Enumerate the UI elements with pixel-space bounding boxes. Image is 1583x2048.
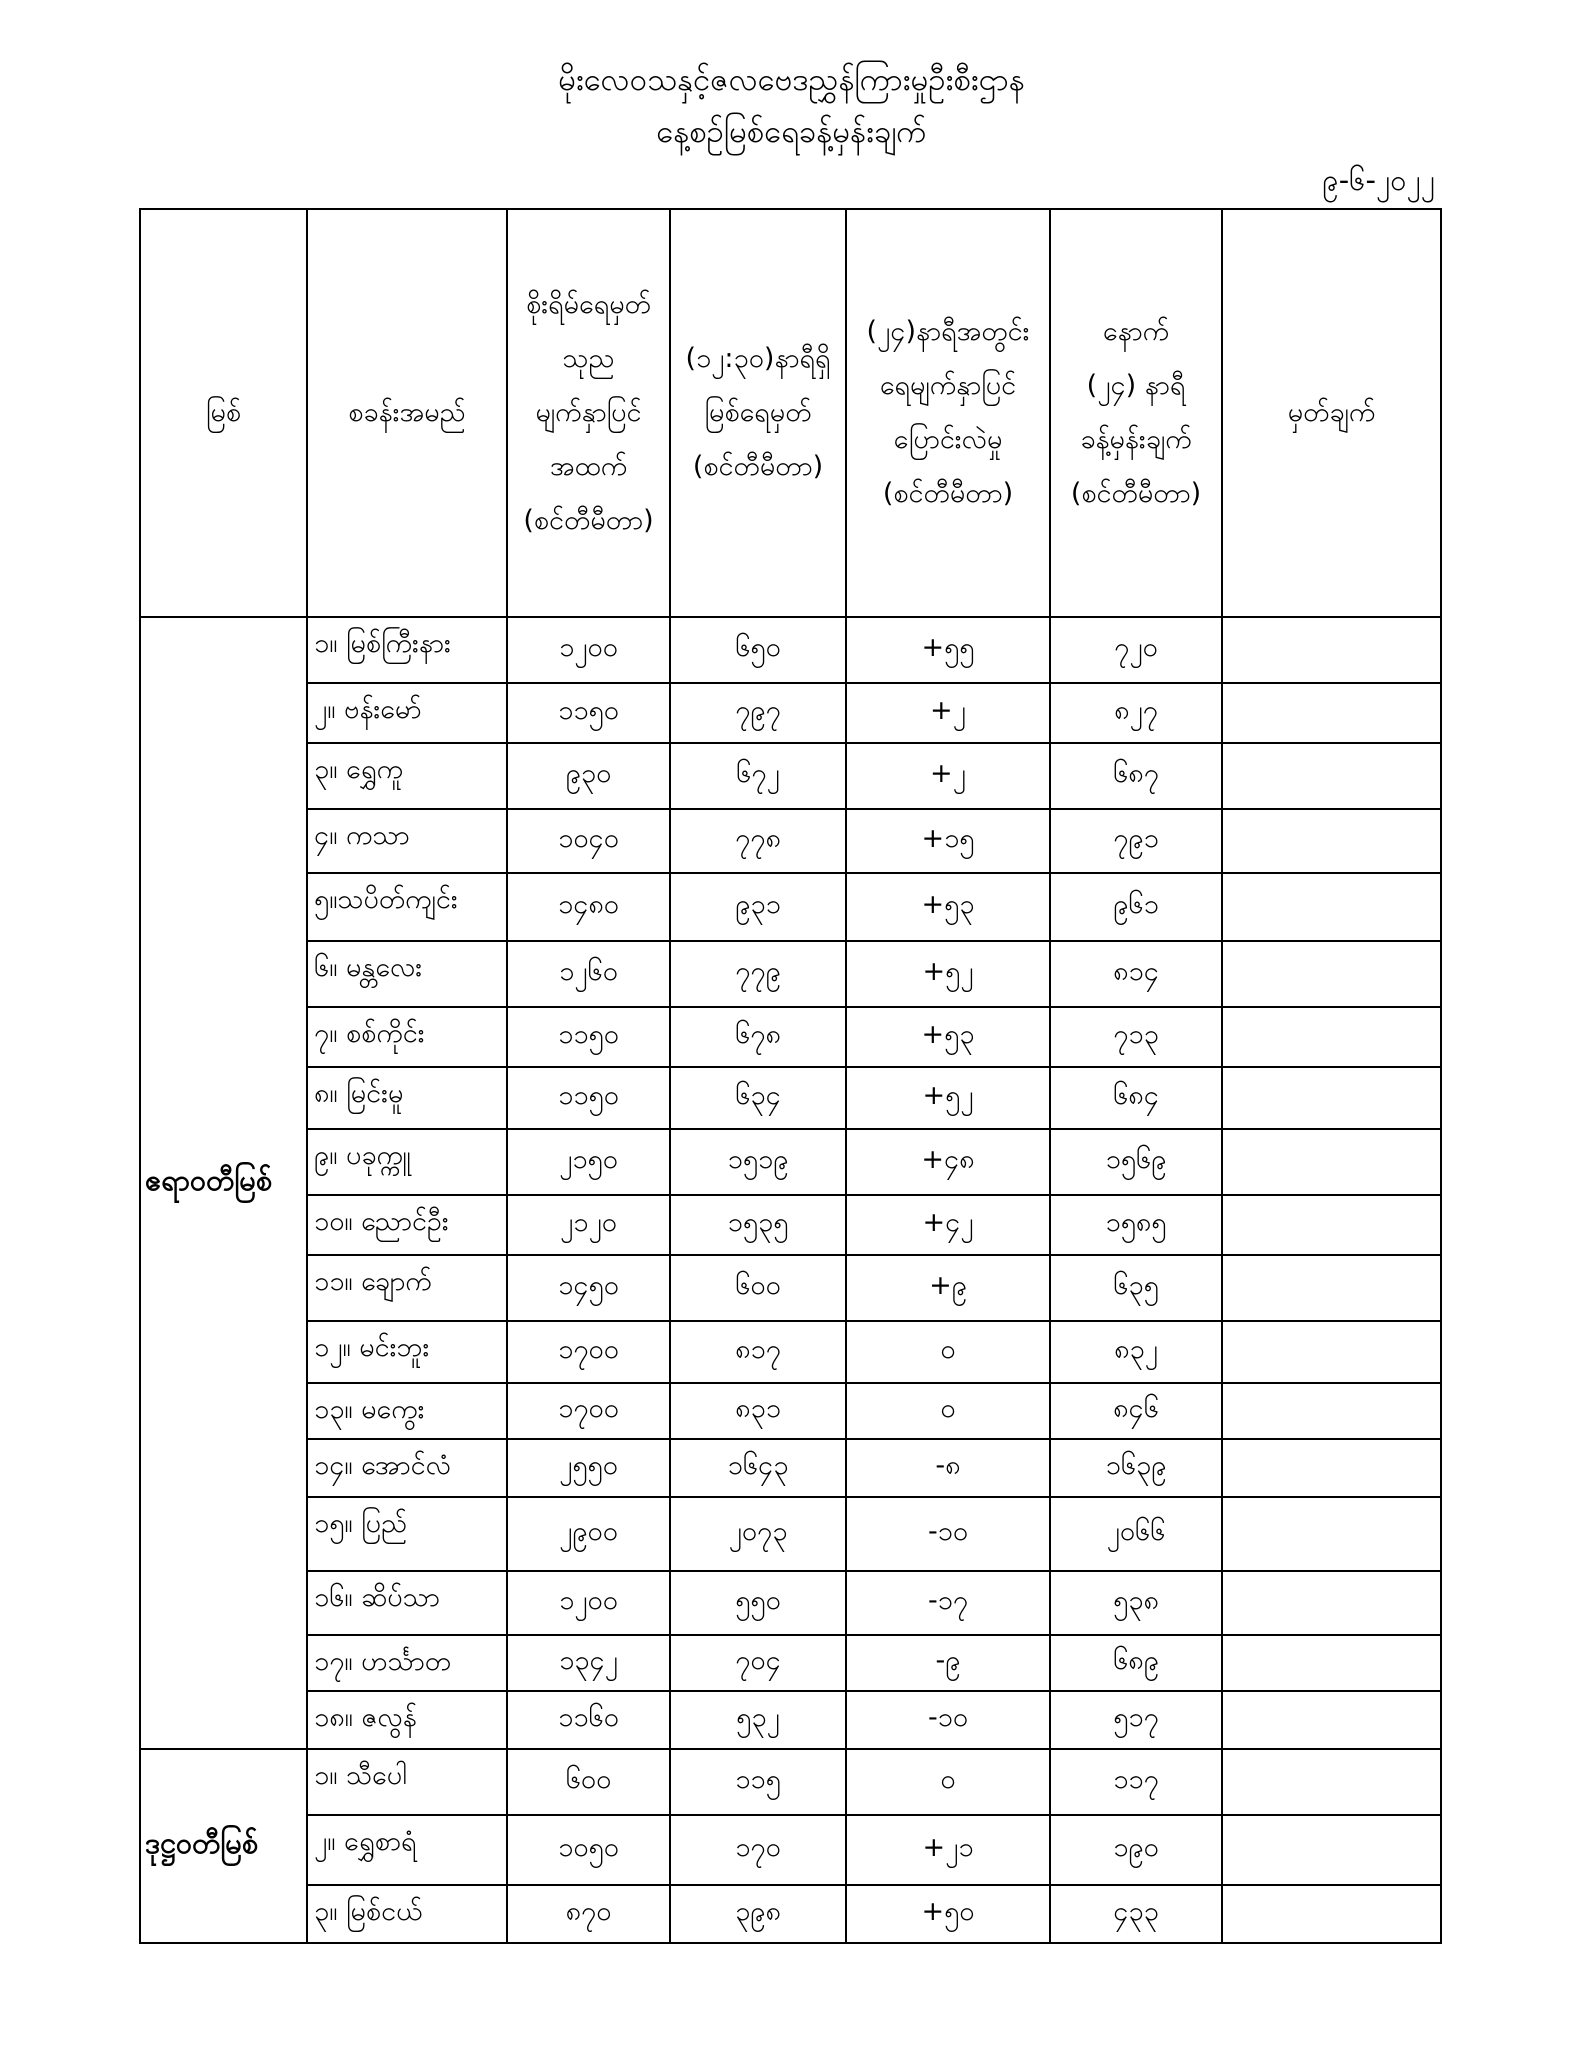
water-level-cell: ၆၇၂ xyxy=(670,743,846,809)
remark-cell xyxy=(1222,1129,1441,1195)
station-name-cell: ၁။ မြစ်ကြီးနား xyxy=(307,617,507,683)
water-level-cell: ၁၁၅ xyxy=(670,1749,846,1815)
level-change-cell: +၅၂ xyxy=(846,941,1050,1007)
station-name-cell: ၁၀။ ညောင်ဦး xyxy=(307,1195,507,1255)
remark-cell xyxy=(1222,617,1441,683)
table-row xyxy=(140,1383,1441,1439)
station-name-cell: ၁၁။ ချောက် xyxy=(307,1255,507,1321)
table-row xyxy=(140,1007,1441,1067)
table-body xyxy=(140,617,1441,1943)
danger-level-cell: ၁၀၄၀ xyxy=(507,809,670,873)
remark-cell xyxy=(1222,1195,1441,1255)
table-row xyxy=(140,1815,1441,1885)
water-level-cell: ၅၅၀ xyxy=(670,1571,846,1635)
water-level-cell: ၈၁၇ xyxy=(670,1321,846,1383)
river-name-cell: ဒုဋ္ဌဝတီမြစ် xyxy=(140,1749,307,1943)
forecast-cell: ၇၁၃ xyxy=(1050,1007,1222,1067)
water-level-cell: ၇၇၉ xyxy=(670,941,846,1007)
table-row xyxy=(140,1497,1441,1571)
forecast-cell: ၁၅၆၉ xyxy=(1050,1129,1222,1195)
level-change-cell: +၅၂ xyxy=(846,1067,1050,1129)
forecast-cell: ၁၅၈၅ xyxy=(1050,1195,1222,1255)
table-row xyxy=(140,1195,1441,1255)
remark-cell xyxy=(1222,1885,1441,1943)
forecast-cell: ၈၃၂ xyxy=(1050,1321,1222,1383)
danger-level-cell: ၉၃၀ xyxy=(507,743,670,809)
danger-level-cell: ၁၄၈၀ xyxy=(507,873,670,941)
station-name-cell: ၁၂။ မင်းဘူး xyxy=(307,1321,507,1383)
table-row xyxy=(140,1749,1441,1815)
table-row xyxy=(140,1321,1441,1383)
remark-cell xyxy=(1222,1383,1441,1439)
station-name-cell: ၁၃။ မကွေး xyxy=(307,1383,507,1439)
station-name-cell: ၆။ မန္တလေး xyxy=(307,941,507,1007)
danger-level-cell: ၂၉၀၀ xyxy=(507,1497,670,1571)
level-change-cell: ၀ xyxy=(846,1383,1050,1439)
document-subtitle: နေ့စဉ်မြစ်ရေခန့်မှန်းချက် xyxy=(656,114,927,150)
danger-level-cell: ၁၂၀၀ xyxy=(507,1571,670,1635)
level-change-cell: -၁၀ xyxy=(846,1691,1050,1749)
water-level-cell: ၉၃၁ xyxy=(670,873,846,941)
danger-level-cell: ၁၃၄၂ xyxy=(507,1635,670,1691)
report-date: ၉-၆-၂၀၂၂ xyxy=(1322,163,1435,197)
header-change: (၂၄)နာရီအတွင်း ရေမျက်နှာပြင် ပြောင်းလဲမှု (စင်တီမီတာ) xyxy=(846,209,1050,617)
danger-level-cell: ၁၂၆၀ xyxy=(507,941,670,1007)
table-row xyxy=(140,1067,1441,1129)
table-row xyxy=(140,617,1441,683)
level-change-cell: -၉ xyxy=(846,1635,1050,1691)
water-level-cell: ၇၇၈ xyxy=(670,809,846,873)
station-name-cell: ၁။ သီပေါ xyxy=(307,1749,507,1815)
forecast-cell: ၆၈၇ xyxy=(1050,743,1222,809)
danger-level-cell: ၁၁၆၀ xyxy=(507,1691,670,1749)
remark-cell xyxy=(1222,1815,1441,1885)
level-change-cell: +၁၅ xyxy=(846,809,1050,873)
table-row xyxy=(140,1691,1441,1749)
danger-level-cell: ၁၇၀၀ xyxy=(507,1321,670,1383)
remark-cell xyxy=(1222,941,1441,1007)
forecast-cell: ၅၁၇ xyxy=(1050,1691,1222,1749)
remark-cell xyxy=(1222,1635,1441,1691)
forecast-cell: ၂၀၆၆ xyxy=(1050,1497,1222,1571)
danger-level-cell: ၁၁၅၀ xyxy=(507,1067,670,1129)
table-row xyxy=(140,1885,1441,1943)
forecast-cell: ၇၂၀ xyxy=(1050,617,1222,683)
document-title: မိုးလေဝသနှင့်ဇလဗေဒညွှန်ကြားမှုဦးစီးဌာန xyxy=(558,62,1025,98)
remark-cell xyxy=(1222,683,1441,743)
level-change-cell: ၀ xyxy=(846,1321,1050,1383)
station-name-cell: ၂။ ရွှေစာရံ xyxy=(307,1815,507,1885)
remark-cell xyxy=(1222,1439,1441,1497)
remark-cell xyxy=(1222,1255,1441,1321)
danger-level-cell: ၁၁၅၀ xyxy=(507,1007,670,1067)
station-name-cell: ၅။သပိတ်ကျင်း xyxy=(307,873,507,941)
remark-cell xyxy=(1222,1749,1441,1815)
table-row xyxy=(140,743,1441,809)
table-row xyxy=(140,941,1441,1007)
station-name-cell: ၁၄။ အောင်လံ xyxy=(307,1439,507,1497)
danger-level-cell: ၁၄၅၀ xyxy=(507,1255,670,1321)
table-row xyxy=(140,1635,1441,1691)
level-change-cell: +၂ xyxy=(846,683,1050,743)
water-level-cell: ၆၇၈ xyxy=(670,1007,846,1067)
station-name-cell: ၈။ မြင်းမူ xyxy=(307,1067,507,1129)
danger-level-cell: ၁၂၀၀ xyxy=(507,617,670,683)
header-station: စခန်းအမည် xyxy=(307,209,507,617)
danger-level-cell: ၁၁၅၀ xyxy=(507,683,670,743)
water-level-cell: ၁၆၄၃ xyxy=(670,1439,846,1497)
water-level-cell: ၁၅၃၅ xyxy=(670,1195,846,1255)
forecast-cell: ၁၁၇ xyxy=(1050,1749,1222,1815)
level-change-cell: ၀ xyxy=(846,1749,1050,1815)
level-change-cell: +၅၃ xyxy=(846,1007,1050,1067)
danger-level-cell: ၁၀၅၀ xyxy=(507,1815,670,1885)
level-change-cell: +၂၁ xyxy=(846,1815,1050,1885)
forecast-cell: ၅၃၈ xyxy=(1050,1571,1222,1635)
forecast-cell: ၁၆၃၉ xyxy=(1050,1439,1222,1497)
station-name-cell: ၁၇။ ဟင်္သာတ xyxy=(307,1635,507,1691)
station-name-cell: ၂။ ဗန်းမော် xyxy=(307,683,507,743)
table-row xyxy=(140,1439,1441,1497)
level-change-cell: -၁၇ xyxy=(846,1571,1050,1635)
table-row xyxy=(140,1255,1441,1321)
water-level-cell: ၆၀၀ xyxy=(670,1255,846,1321)
water-level-cell: ၃၉၈ xyxy=(670,1885,846,1943)
station-name-cell: ၁၅။ ပြည် xyxy=(307,1497,507,1571)
water-level-cell: ၈၃၁ xyxy=(670,1383,846,1439)
remark-cell xyxy=(1222,1497,1441,1571)
remark-cell xyxy=(1222,1007,1441,1067)
level-change-cell: +၄၈ xyxy=(846,1129,1050,1195)
forecast-cell: ၇၉၁ xyxy=(1050,809,1222,873)
water-level-cell: ၁၇၀ xyxy=(670,1815,846,1885)
remark-cell xyxy=(1222,1691,1441,1749)
danger-level-cell: ၂၅၅၀ xyxy=(507,1439,670,1497)
danger-level-cell: ၂၁၂၀ xyxy=(507,1195,670,1255)
water-level-cell: ၅၃၂ xyxy=(670,1691,846,1749)
level-change-cell: +၄၂ xyxy=(846,1195,1050,1255)
danger-level-cell: ၆၀၀ xyxy=(507,1749,670,1815)
river-name-cell: ဧရာဝတီမြစ် xyxy=(140,617,307,1749)
level-change-cell: +၅၀ xyxy=(846,1885,1050,1943)
water-level-cell: ၆၅၀ xyxy=(670,617,846,683)
forecast-cell: ၈၂၇ xyxy=(1050,683,1222,743)
header-danger-level: စိုးရိမ်ရေမှတ် သုည မျက်နှာပြင် အထက် (စင်တီမီတာ) xyxy=(507,209,670,617)
table-row xyxy=(140,1129,1441,1195)
station-name-cell: ၃။ မြစ်ငယ် xyxy=(307,1885,507,1943)
level-change-cell: -၈ xyxy=(846,1439,1050,1497)
level-change-cell: +၉ xyxy=(846,1255,1050,1321)
table-row xyxy=(140,683,1441,743)
remark-cell xyxy=(1222,1571,1441,1635)
level-change-cell: +၅၅ xyxy=(846,617,1050,683)
station-name-cell: ၁၈။ ဇလွန် xyxy=(307,1691,507,1749)
station-name-cell: ၃။ ရွှေကူ xyxy=(307,743,507,809)
danger-level-cell: ၁၇၀၀ xyxy=(507,1383,670,1439)
remark-cell xyxy=(1222,873,1441,941)
danger-level-cell: ၂၁၅၀ xyxy=(507,1129,670,1195)
water-level-cell: ၆၃၄ xyxy=(670,1067,846,1129)
header-forecast: နောက် (၂၄) နာရီ ခန့်မှန်းချက် (စင်တီမီတာ) xyxy=(1050,209,1222,617)
river-forecast-table xyxy=(139,208,1442,1944)
forecast-cell: ၄၃၃ xyxy=(1050,1885,1222,1943)
table-row xyxy=(140,873,1441,941)
forecast-cell: ၉၆၁ xyxy=(1050,873,1222,941)
remark-cell xyxy=(1222,1067,1441,1129)
level-change-cell: +၅၃ xyxy=(846,873,1050,941)
forecast-cell: ၈၄၆ xyxy=(1050,1383,1222,1439)
remark-cell xyxy=(1222,1321,1441,1383)
water-level-cell: ၁၅၁၉ xyxy=(670,1129,846,1195)
table-row xyxy=(140,1571,1441,1635)
table-row xyxy=(140,809,1441,873)
level-change-cell: +၂ xyxy=(846,743,1050,809)
forecast-cell: ၁၉၀ xyxy=(1050,1815,1222,1885)
remark-cell xyxy=(1222,809,1441,873)
station-name-cell: ၁၆။ ဆိပ်သာ xyxy=(307,1571,507,1635)
header-river: မြစ် xyxy=(140,209,307,617)
header-remarks: မှတ်ချက် xyxy=(1222,209,1441,617)
water-level-cell: ၇၉၇ xyxy=(670,683,846,743)
forecast-cell: ၆၈၉ xyxy=(1050,1635,1222,1691)
forecast-cell: ၆၈၄ xyxy=(1050,1067,1222,1129)
danger-level-cell: ၈၇၀ xyxy=(507,1885,670,1943)
water-level-cell: ၂၀၇၃ xyxy=(670,1497,846,1571)
water-level-cell: ၇၀၄ xyxy=(670,1635,846,1691)
station-name-cell: ၉။ ပခုက္ကူ xyxy=(307,1129,507,1195)
header-reading: (၁၂:၃၀)နာရီရှိ မြစ်ရေမှတ် (စင်တီမီတာ) xyxy=(670,209,846,617)
station-name-cell: ၇။ စစ်ကိုင်း xyxy=(307,1007,507,1067)
remark-cell xyxy=(1222,743,1441,809)
table-header-row xyxy=(140,209,1441,617)
forecast-cell: ၆၃၅ xyxy=(1050,1255,1222,1321)
station-name-cell: ၄။ ကသာ xyxy=(307,809,507,873)
forecast-cell: ၈၁၄ xyxy=(1050,941,1222,1007)
level-change-cell: -၁၀ xyxy=(846,1497,1050,1571)
